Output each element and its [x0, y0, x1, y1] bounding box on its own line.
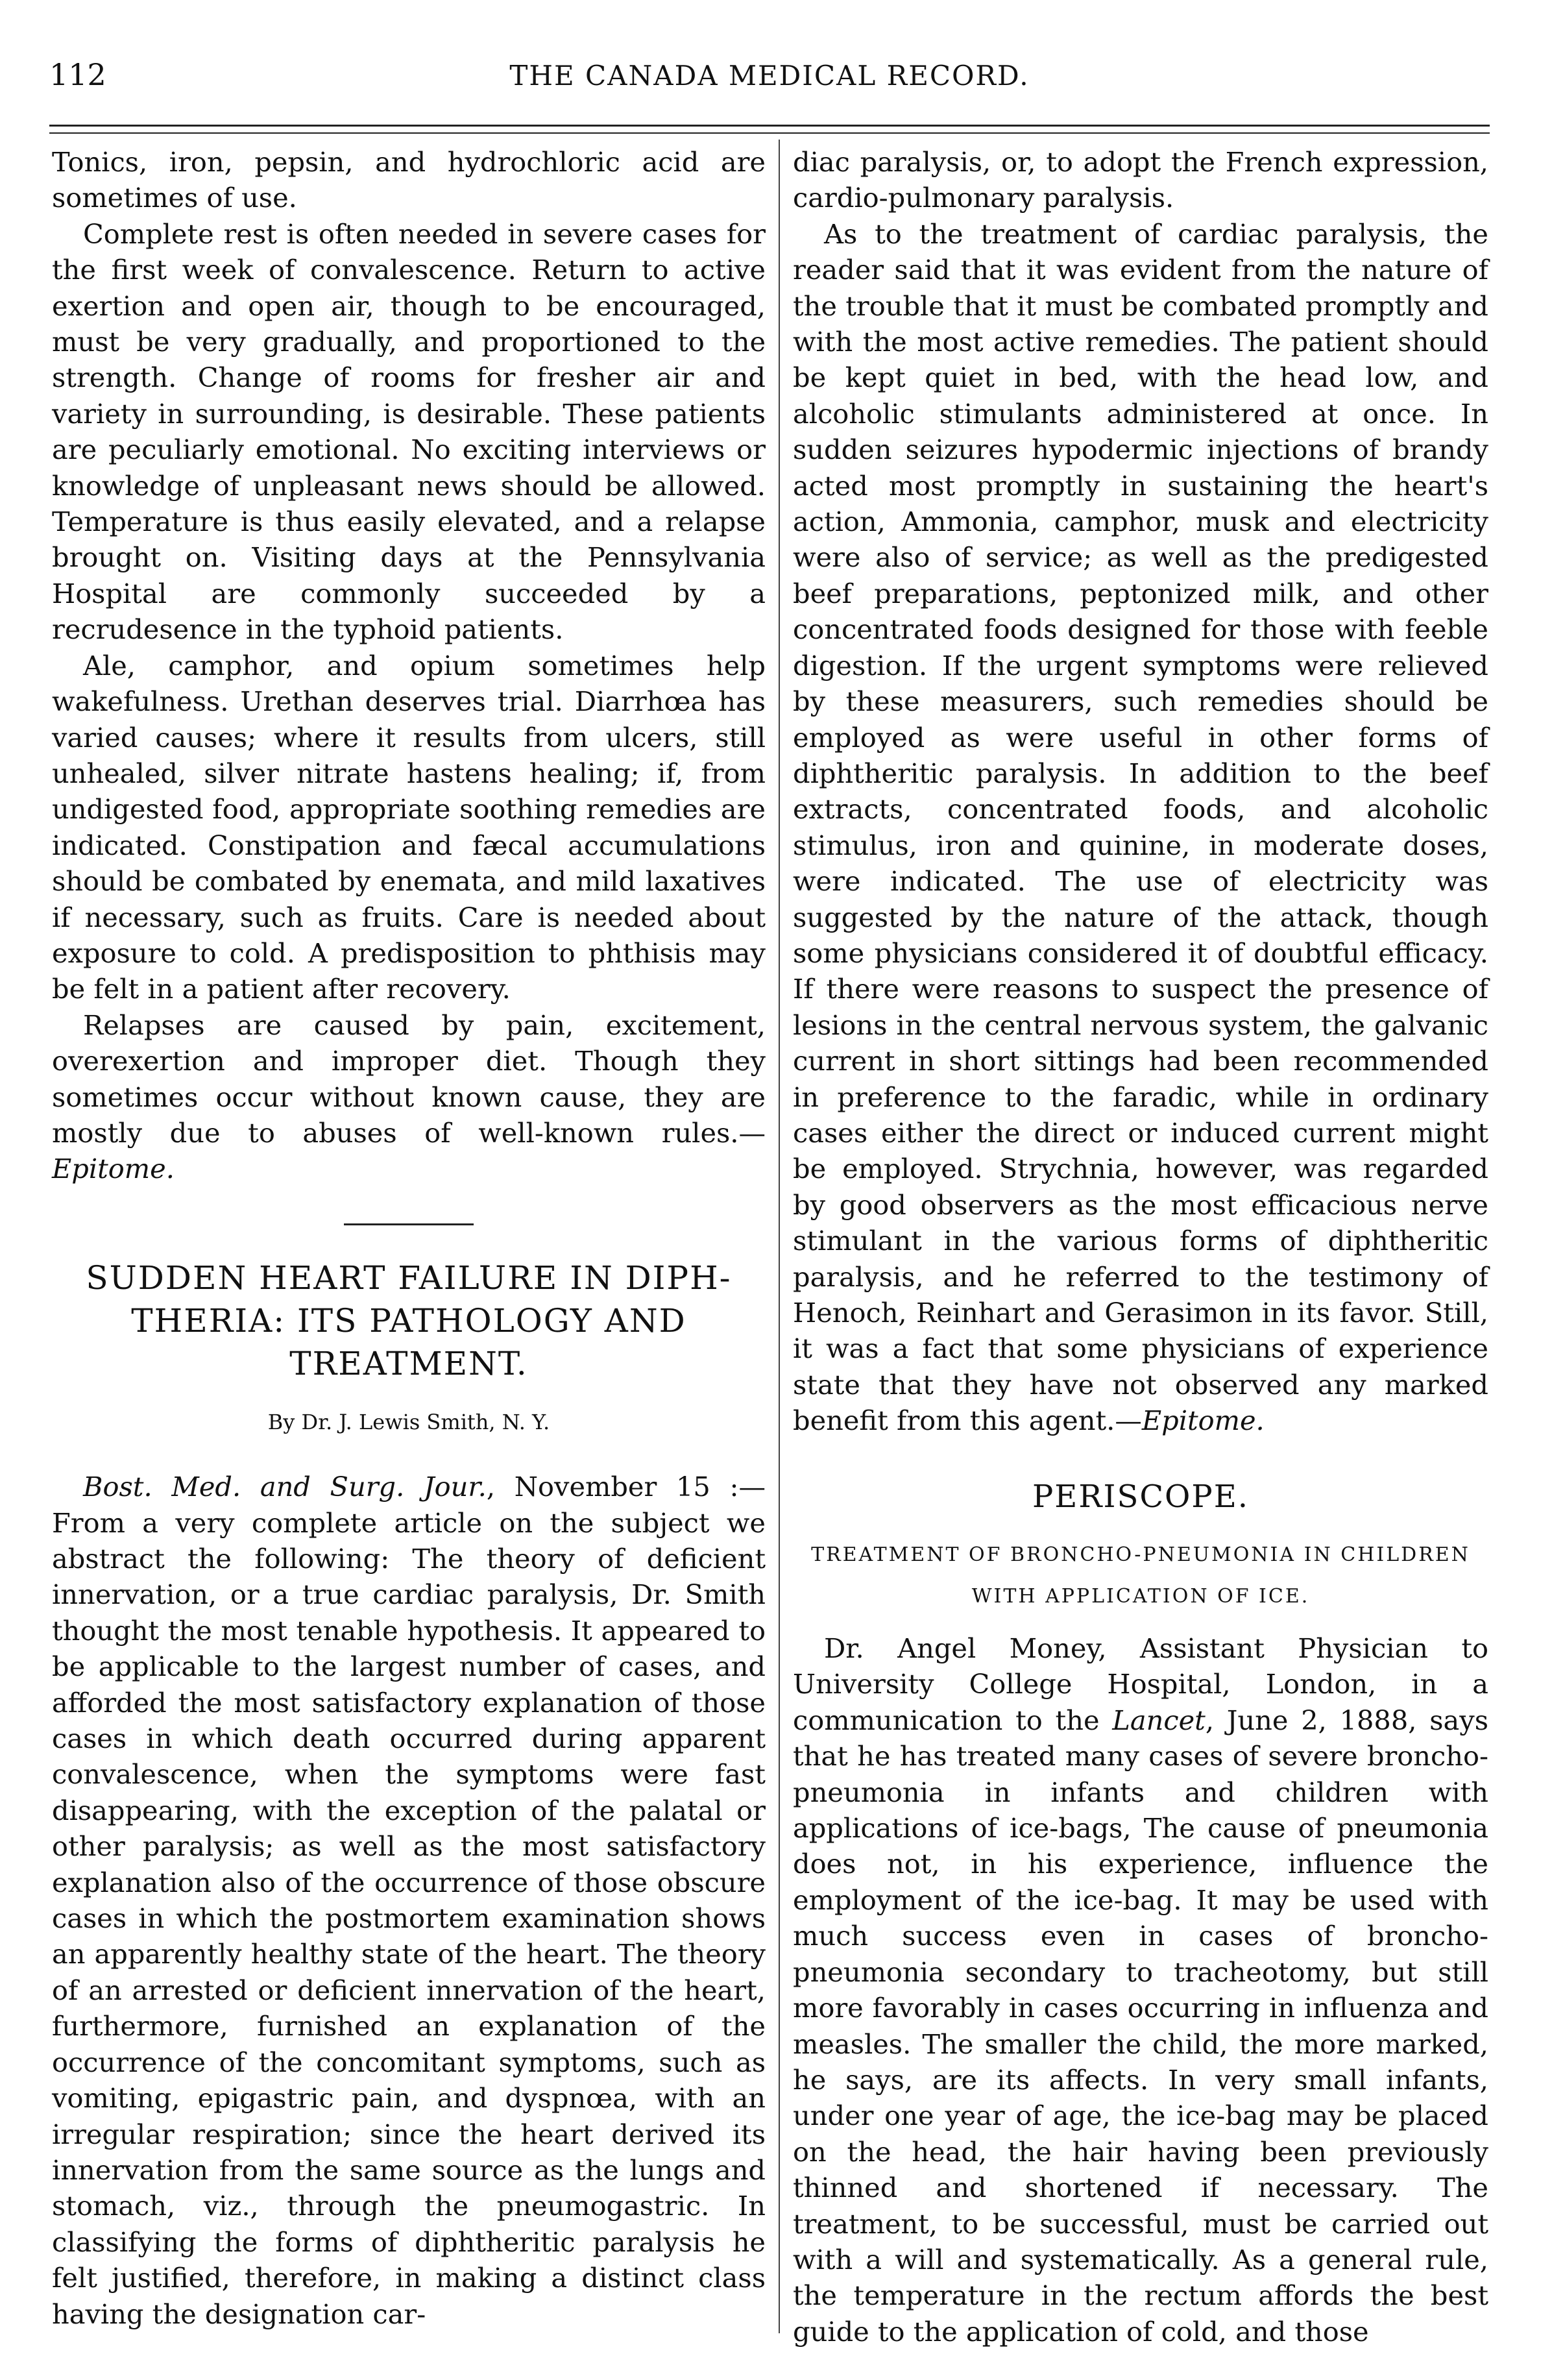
- paragraph-text: , June 2, 1888, says that he has treated many cases of severe broncho-pneumonia in infants and children with applications of ice-bags, The cause of pneumonia does not, in his experience, influence the employment of the ice-bag. It may be used with much success even in cases of broncho-pneumonia secondary to tracheotomy, but still more favorably in cases occurring in influenza and measles. The smaller the child, the more marked, he says, are its affects. In very small infants, under one year of age, the ice-bag may be placed on the head, the hair having been previously thinned and shortened if necessary. The treatment, to be successful, must be carried out with a will and systematically. As a general rule, the temperature in the rectum affords the best guide to the application of cold, and those: [793, 1704, 1488, 2348]
- page-header: [49, 57, 1490, 103]
- article-separator: [344, 1223, 474, 1225]
- right-column: [793, 144, 1488, 2349]
- paragraph: Tonics, iron, pepsin, and hydrochloric acid are sometimes of use.: [52, 146, 766, 214]
- paragraph-text: , November 15 :— From a very complete article on the subject we abstract the following: The theory of deficient innervation, or a true cardiac paralysis, Dr. Smith thought the most tenable hypothesis. It appeared to be applicable to the largest number of cases, and afforded the most satisfactory explanation of those cases in which death occurred during apparent convalescence, when the symptoms were fast disappearing, with the exception of the palatal or other paralysis; as well as the most satisfactory explanation also of the occurrence of those obscure cases in which the postmortem examination shows an apparently healthy state of the heart. The theory of an arrested or deficient innervation of the heart, furthermore, furnished an explanation of the occurrence of the concomitant symptoms, such as vomiting, epigastric pain, and dyspnœa, with an irregular respiration; since the heart derived its innervation from the same source as the lungs and stomach, viz., through the pneumogastric. In classifying the forms of diphtheritic paralysis he felt justified, therefore, in making a distinct class having the designation car-: [52, 1471, 766, 2330]
- running-head: THE CANADA MEDICAL RECORD.: [509, 60, 1030, 92]
- source-citation: Epitome.: [52, 1153, 175, 1185]
- paragraph-text: Relapses are caused by pain, excitement, overexertion and improper diet. Though they sometimes occur without known cause, they are mostly due to abuses of well-known rules.—: [52, 1009, 766, 1149]
- left-column: [52, 144, 766, 2332]
- paragraph: Complete rest is often needed in severe cases for the first week of convalescence. Return to active exertion and open air, though to be encouraged, must be very gradually, and proportioned to the strength. Change of rooms for fresher air and variety in surrounding, is desirable. These patients are peculiarly emotional. No exciting interviews or knowledge of unpleasant news should be allowed. Temperature is thus easily elevated, and a relapse brought on. Visiting days at the Pennsylvania Hospital are commonly succeeded by a recrudesence in the typhoid patients.: [52, 217, 766, 646]
- byline: By Dr. J. Lewis Smith, N. Y.: [267, 1409, 550, 1434]
- article-title-line: SUDDEN HEART FAILURE IN DIPH-: [86, 1258, 732, 1297]
- paragraph: [52, 1007, 766, 1187]
- header-rule: [49, 125, 1490, 127]
- article-title-line: THERIA: ITS PATHOLOGY AND: [131, 1301, 686, 1340]
- paragraph: Ale, camphor, and opium sometimes help wakefulness. Urethan deserves trial. Diarrhœa has varied causes; where it results from ulcers, still unhealed, silver nitrate hastens healing; if, from undigested food, appropriate soothing remedies are indicated. Constipation and fæcal accumulations should be combated by enemata, and mild laxatives if necessary, such as fruits. Care is needed about exposure to cold. A predisposition to phthisis may be felt in a patient after recovery.: [52, 649, 766, 1005]
- article-heading: [52, 1223, 766, 1440]
- header-rule-thin: [49, 132, 1490, 134]
- paragraph-text: Dr. Angel Money, Assistant Physician to University College Hospital, London, in a communication to the: [793, 1632, 1488, 1736]
- article-subtitle-line: WITH APPLICATION OF ICE.: [971, 1585, 1310, 1608]
- journal-citation: Bost. Med. and Surg. Jour.: [83, 1471, 487, 1503]
- article-subtitle-line: TREATMENT OF BRONCHO-PNEUMONIA IN CHILDREN: [811, 1543, 1470, 1567]
- paragraph-text: As to the treatment of cardiac paralysis, the reader said that it was evident from the nature of the trouble that it must be combated promptly and with the most active remedies. The patient should be kept quiet in bed, with the head low, and alcoholic stimulants administered at once. In sudden seizures hypodermic injections of brandy acted most promptly in sustaining the heart's action, Ammonia, camphor, musk and electricity were also of service; as well as the predigested beef preparations, peptonized milk, and other concentrated foods designed for those with feeble digestion. If the urgent symptoms were relieved by these measurers, such remedies should be employed as were useful in other forms of diphtheritic paralysis. In addition to the beef extracts, concentrated foods, and alcoholic stimulus, iron and quinine, in moderate doses, were indicated. The use of electricity was suggested by the nature of the attack, though some physicians considered it of doubtful efficacy. If there were reasons to suspect the presence of lesions in the central nervous system, the galvanic current in short sittings had been recommended in preference to the faradic, while in ordinary cases either the direct or induced current might be employed. Strychnia, however, was regarded by good observers as the most efficacious nerve stimulant in the various forms of diphtheritic paralysis, and he referred to the testimony of Henoch, Reinhart and Gerasimon in its favor. Still, it was a fact that some physicians of experience state that they have not observed any marked benefit from this agent.—: [793, 217, 1488, 1437]
- article-subtitle: [793, 1534, 1488, 1617]
- paragraph: [52, 1469, 766, 2332]
- article-title-line: TREATMENT.: [289, 1344, 528, 1382]
- paragraph: [793, 1630, 1488, 2349]
- paragraph: [793, 216, 1488, 1439]
- paragraph: diac paralysis, or, to adopt the French expression, cardio-pulmonary paralysis.: [793, 146, 1488, 214]
- source-citation: Epitome.: [1141, 1405, 1265, 1437]
- journal-citation: Lancet: [1112, 1704, 1206, 1736]
- section-title: PERISCOPE.: [1032, 1478, 1249, 1515]
- page-number: 112: [49, 57, 106, 92]
- column-divider: [779, 140, 780, 2333]
